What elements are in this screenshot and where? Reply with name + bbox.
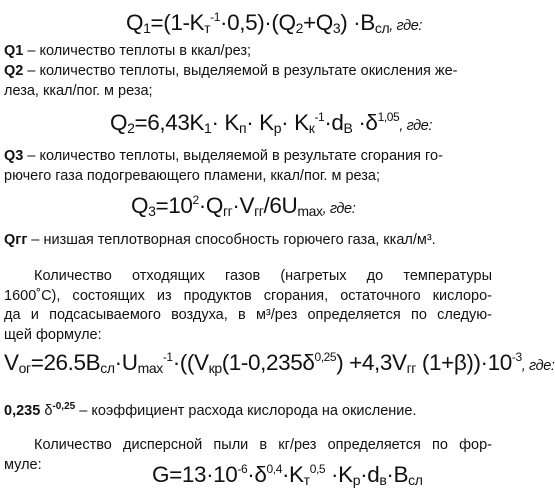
paragraph-gas-quantity: Количество отходящих газов (нагретых до температуры 1600˚C), состоящих из продуктов сгорания, остаточного кислоро- да и подсасываемого воздуха, в м³/рез определяется по следую- щей формуле: <box>4 268 492 343</box>
definition-qgg: Qгг – низшая теплотворная способность горючего газа, ккал/м³. <box>4 232 436 248</box>
formula-q3: $Q_3=10^2\cdot Q_{гг}\cdot V_{гг}/6U_{max}$, где: <box>131 193 356 219</box>
definition-q3: Q3 – количество теплоты, выделяемой в результате сгорания го- рючего газа подогревающего пламени, ккал/пог. м реза; <box>4 148 443 184</box>
paragraph-dust-quantity: Количество дисперсной пыли в кг/рез определяется по фор- муле: <box>4 437 492 473</box>
definition-q2: Q2 – количество теплоты, выделяемой в результате окисления же- леза, ккал/пог. м реза; <box>4 63 458 99</box>
formula-vog: $V_{ог}=26.5B_{сл}\cdot U_{max}^{-1}\cdot((V_{кр}(1-0,235\delta^{0,25}) +4,3V_{гг}$ $(1+\beta))\cdot 10^{-3}$, где: <box>4 350 555 376</box>
formula-q1: $Q_1=(1-K_т^{-1}\cdot 0,5)\cdot(Q_2+Q_3) \cdot B_{сл}$, где: <box>126 10 423 36</box>
definition-q1: Q1 – количество теплоты в ккал/рез; <box>4 43 252 59</box>
definition-coefficient: 0,235 $\delta^{-0,25}$ – коэффициент расхода кислорода на окисление. <box>4 401 417 419</box>
formula-q2: $Q_2=6,43K_1\cdot K_п\cdot K_р\cdot K_к^{-1}\cdot d_B \cdot\delta^{1,05}$, где: <box>110 110 433 136</box>
formula-g: $G=13\cdot 10^{-6}\cdot\delta^{0,4}\cdot K_т^{0,5} \cdot K_р\cdot d_в\cdot B_{сл}$ <box>152 462 423 488</box>
